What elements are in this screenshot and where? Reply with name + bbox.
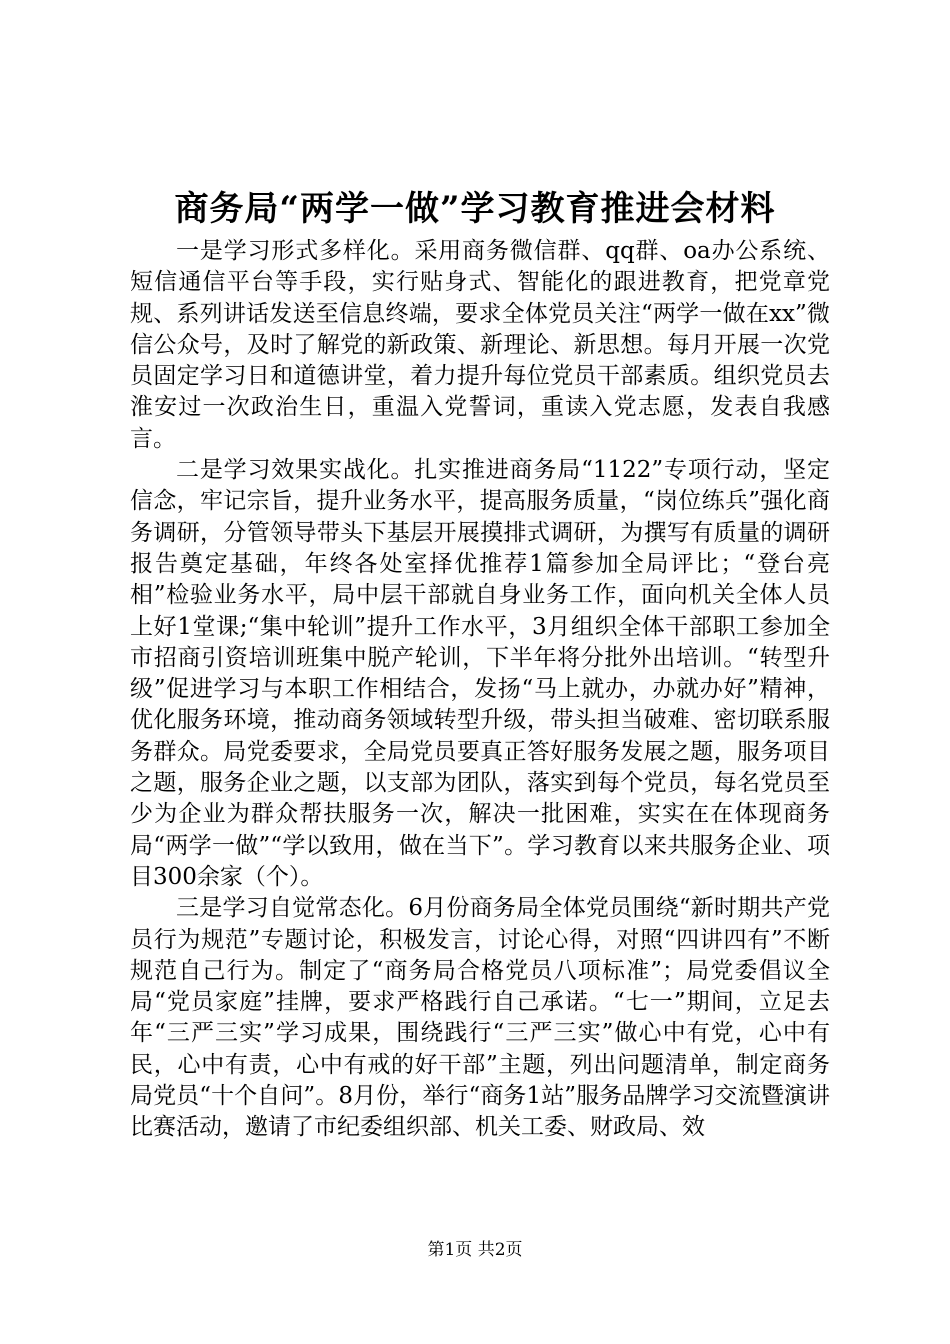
document-body [130, 236, 830, 1144]
paragraph-1: 一是学习形式多样化。采用商务微信群、qq群、oa办公系统、短信通信平台等手段，实行贴身式、智能化的跟进教育，把党章党规、系列讲话发送至信息终端，要求全体党员关注“两学一做在xx”微信公众号，及时了解党的新政策、新理论、新思想。每月开展一次党员固定学习日和道德讲堂，着力提升每位党员干部素质。组织党员去淮安过一次政治生日，重温入党誓词，重读入党志愿，发表自我感言。 [130, 238, 830, 452]
paragraph-2: 二是学习效果实战化。扎实推进商务局“1122”专项行动，坚定信念，牢记宗旨，提升业务水平，提高服务质量，“岗位练兵”强化商务调研，分管领导带头下基层开展摸排式调研，为撰写有质量的调研报告奠定基础，年终各处室择优推荐1篇参加全局评比；“登台亮相”检验业务水平，局中层干部就自身业务工作，面向机关全体人员上好1堂课;“集中轮训”提升工作水平，3月组织全体干部职工参加全市招商引资培训班集中脱产轮训，下半年将分批外出培训。“转型升级”促进学习与本职工作相结合，发扬“马上就办，办就办好”精神，优化服务环境，推动商务领域转型升级，带头担当破难、密切联系服务群众。局党委要求，全局党员要真正答好服务发展之题，服务项目之题，服务企业之题，以支部为团队，落实到每个党员，每名党员至少为企业为群众帮扶服务一次，解决一批困难，实实在在体现商务局“两学一做”“学以致用，做在当下”。学习教育以来共服务企业、项目300余家（个）。 [130, 457, 830, 890]
document-title: 商务局“两学一做”学习教育推进会材料 [174, 189, 776, 229]
page-number-footer: 第1页 共2页 [427, 1240, 523, 1260]
paragraph-3: 三是学习自觉常态化。6月份商务局全体党员围绕“新时期共产党员行为规范”专题讨论，积极发言，讨论心得，对照“四讲四有”不断规范自己行为。制定了“商务局合格党员八项标准”；局党委倡议全局“党员家庭”挂牌，要求严格践行自己承诺。“七一”期间，立足去年“三严三实”学习成果，围绕践行“三严三实”做心中有党，心中有民，心中有责，心中有戒的好干部”主题，列出问题清单，制定商务局党员“十个自问”。8月份，举行“商务1站”服务品牌学习交流暨演讲比赛活动，邀请了市纪委组织部、机关工委、财政局、效 [130, 895, 830, 1141]
